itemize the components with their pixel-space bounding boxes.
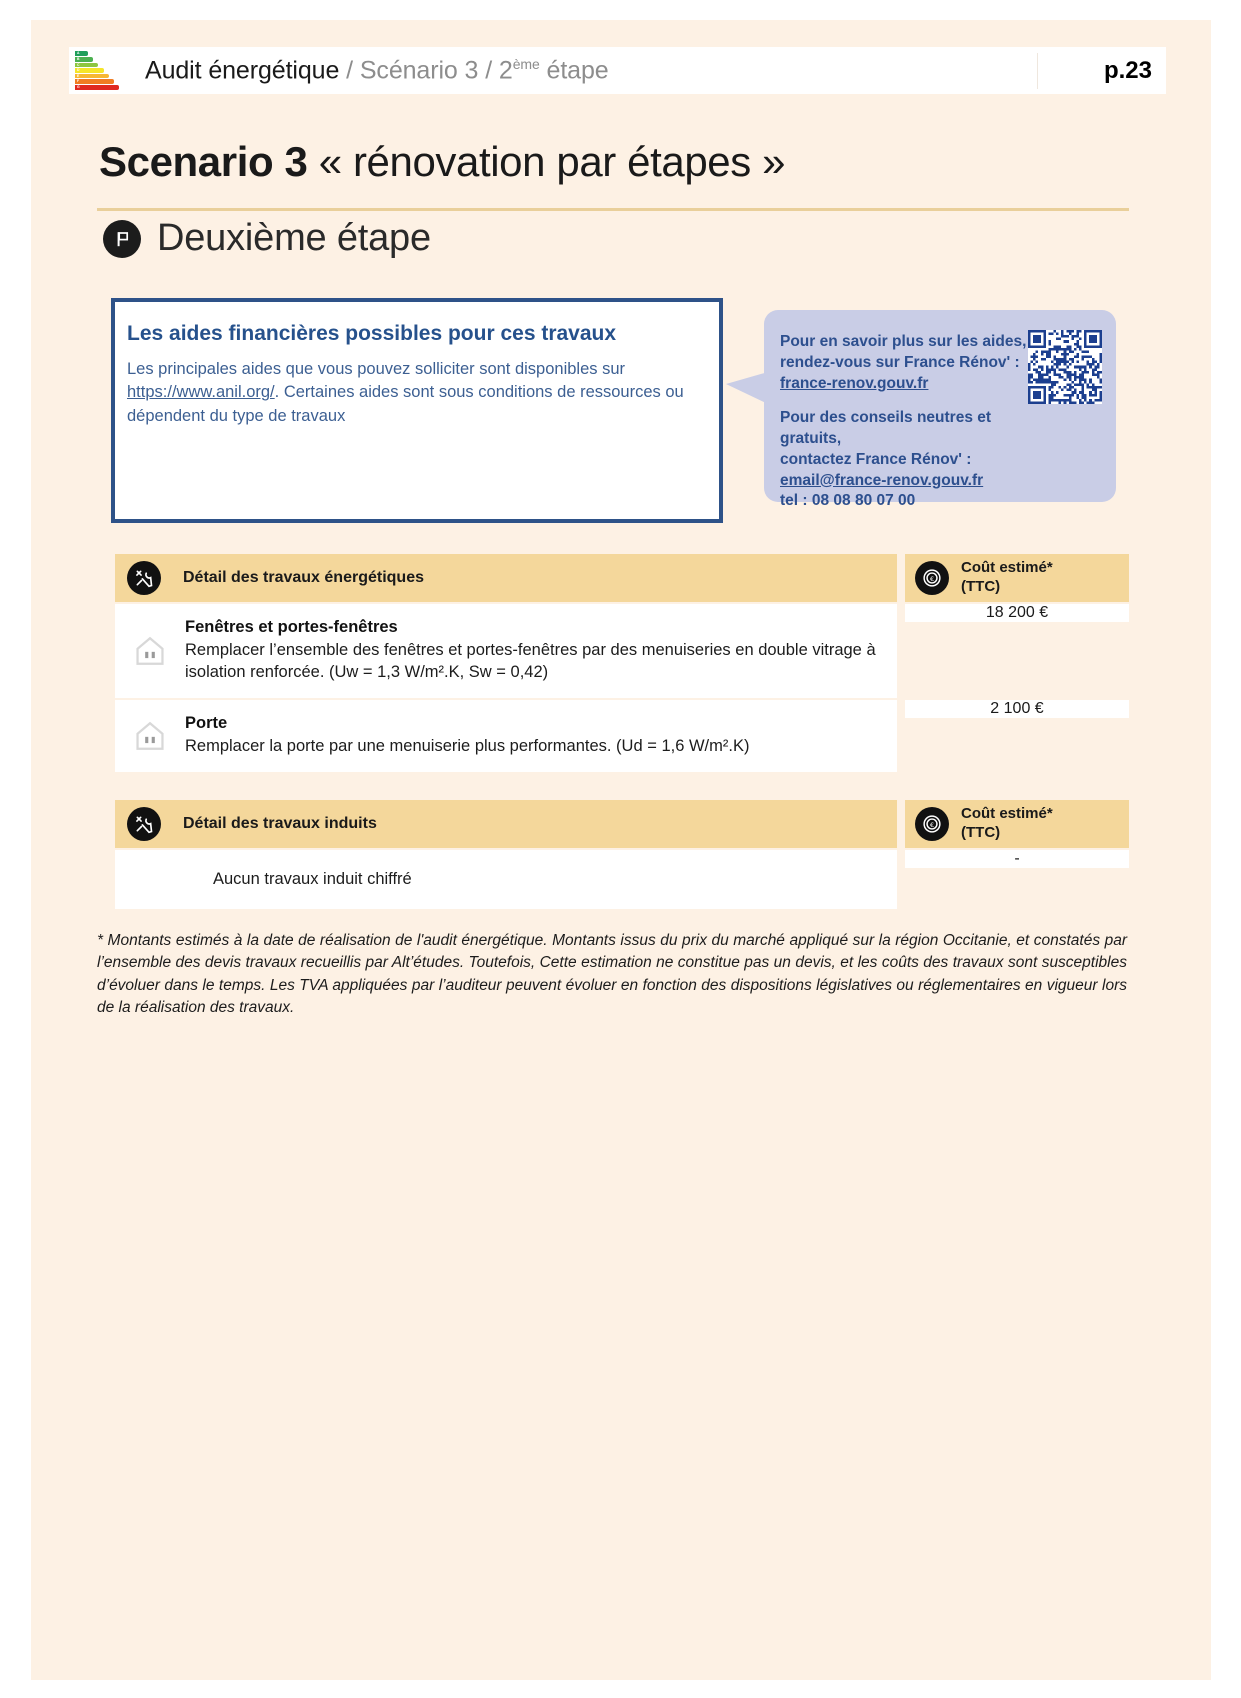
row-cost: 2 100 € (905, 700, 1129, 718)
breadcrumb-audit: Audit énergétique (145, 56, 340, 85)
bubble-text (780, 332, 1055, 512)
energy-bar-f: F (75, 79, 114, 84)
row-title: Porte (185, 713, 228, 732)
page-title-rest: « rénovation par étapes » (307, 138, 786, 185)
header-divider (1037, 53, 1038, 89)
energy-bar-g: G (75, 85, 119, 90)
house-icon (127, 618, 173, 684)
energy-label-logo (71, 49, 119, 93)
row-title: Fenêtres et portes-fenêtres (185, 618, 398, 636)
france-renov-bubble (764, 310, 1116, 510)
aides-heading: Les aides financières possibles pour ces travaux (127, 322, 617, 345)
subtitle: Deuxième étape (157, 217, 431, 259)
aides-line2: . Certaines aides sont sous conditions de ressources ou dépendent du type de travaux (127, 383, 684, 425)
cout-line1: Coût estimé* (961, 805, 1053, 823)
header-label-cout (961, 559, 1053, 597)
svg-text:€: € (929, 821, 935, 830)
energy-bar-a: A (75, 51, 88, 56)
document-page (31, 20, 1211, 1680)
breadcrumb-step-rest: étape (539, 56, 609, 85)
cout-line1: Coût estimé* (961, 559, 1053, 577)
row-description: Remplacer la porte par une menuiserie plus performantes. (Ud = 1,6 W/m².K) (185, 736, 750, 755)
breadcrumb-step-sup: ème (512, 55, 540, 72)
breadcrumb (145, 56, 609, 85)
table-header-row (115, 554, 1129, 602)
aides-financieres-box (111, 298, 723, 523)
row-cost: 18 200 € (905, 604, 1129, 622)
euro-coin-icon (915, 807, 949, 841)
column-gap (897, 850, 905, 909)
page-title (99, 138, 785, 186)
table-row (115, 850, 1129, 909)
bubble-link-email[interactable]: email@france-renov.gouv.fr (780, 471, 984, 489)
footnote: * Montants estimés à la date de réalisation de l'audit énergétique. Montants issus du prix du marché appliqué sur la région Occitanie, et constatés par l’ensemble des devis travaux recueillis par Alt’études. Toutefois, Cette estimation ne constitue pas un devis, et les coûts des travaux sont susceptibles d’évoluer dans le temps. Les TVA appliquées par l’auditeur peuvent évoluer en fonction des dispositions législatives ou réglementaires en vigueur lors de la réalisation des travaux. (97, 932, 1127, 1017)
aides-body (127, 358, 707, 428)
qr-code[interactable] (1028, 330, 1102, 404)
column-gap (897, 554, 905, 602)
header-label-induits: Détail des travaux induits (183, 815, 377, 832)
energy-bar-d: D (75, 68, 104, 73)
euro-coin-icon (915, 561, 949, 595)
page-header (69, 47, 1166, 94)
table-travaux-energetiques (115, 554, 1129, 772)
row-text: Aucun travaux induit chiffré (213, 870, 412, 888)
page-number: p.23 (1103, 56, 1152, 84)
column-gap (897, 604, 905, 698)
breadcrumb-sep-2: / (478, 56, 499, 85)
column-gap (897, 800, 905, 848)
title-divider (97, 208, 1129, 211)
house-icon (127, 714, 173, 758)
table-header-row (115, 800, 1129, 848)
energy-bar-c: C (75, 63, 98, 68)
bubble-spacer (780, 394, 1055, 408)
subtitle-row (103, 217, 431, 260)
row-description: Remplacer l’ensemble des fenêtres et portes-fenêtres par des menuiseries en double vitrage à isolation renforcée. (Uw = 1,3 W/m².K, Sw = 0,42) (185, 641, 876, 681)
tools-icon (127, 807, 161, 841)
bubble-p1-l1: Pour en savoir plus sur les aides, (780, 333, 1027, 350)
breadcrumb-scenario: Scénario 3 (359, 56, 479, 85)
flag-icon (103, 220, 141, 258)
tools-icon (127, 561, 161, 595)
table-travaux-induits (115, 800, 1129, 909)
header-label-energetique: Détail des travaux énergétiques (183, 569, 424, 586)
bubble-tail (726, 372, 768, 404)
header-label-cout (961, 805, 1053, 843)
bubble-p1-l2: rendez-vous sur France Rénov' : (780, 353, 1020, 371)
page-title-bold: Scenario 3 (99, 138, 308, 185)
column-gap (897, 700, 905, 772)
energy-bar-b: B (75, 57, 93, 62)
bubble-phone: tel : 08 08 80 07 00 (780, 492, 916, 510)
table-row (115, 604, 1129, 698)
aides-link-anil[interactable]: https://www.anil.org/ (127, 383, 275, 402)
breadcrumb-step-num: 2 (498, 56, 513, 85)
bubble-p2-l1: Pour des conseils neutres et gratuits, (780, 409, 992, 448)
breadcrumb-sep-1: / (339, 56, 360, 85)
svg-text:€: € (929, 575, 935, 584)
bubble-link-site[interactable]: france-renov.gouv.fr (780, 374, 929, 392)
cout-line2: (TTC) (961, 824, 1001, 841)
table-row (115, 700, 1129, 772)
cout-line2: (TTC) (961, 578, 1001, 595)
aides-line1: Les principales aides que vous pouvez solliciter sont disponibles sur (127, 360, 626, 378)
row-cost: - (905, 850, 1129, 868)
bubble-p2-l2: contactez France Rénov' : (780, 450, 972, 468)
energy-bar-e: E (75, 74, 109, 79)
